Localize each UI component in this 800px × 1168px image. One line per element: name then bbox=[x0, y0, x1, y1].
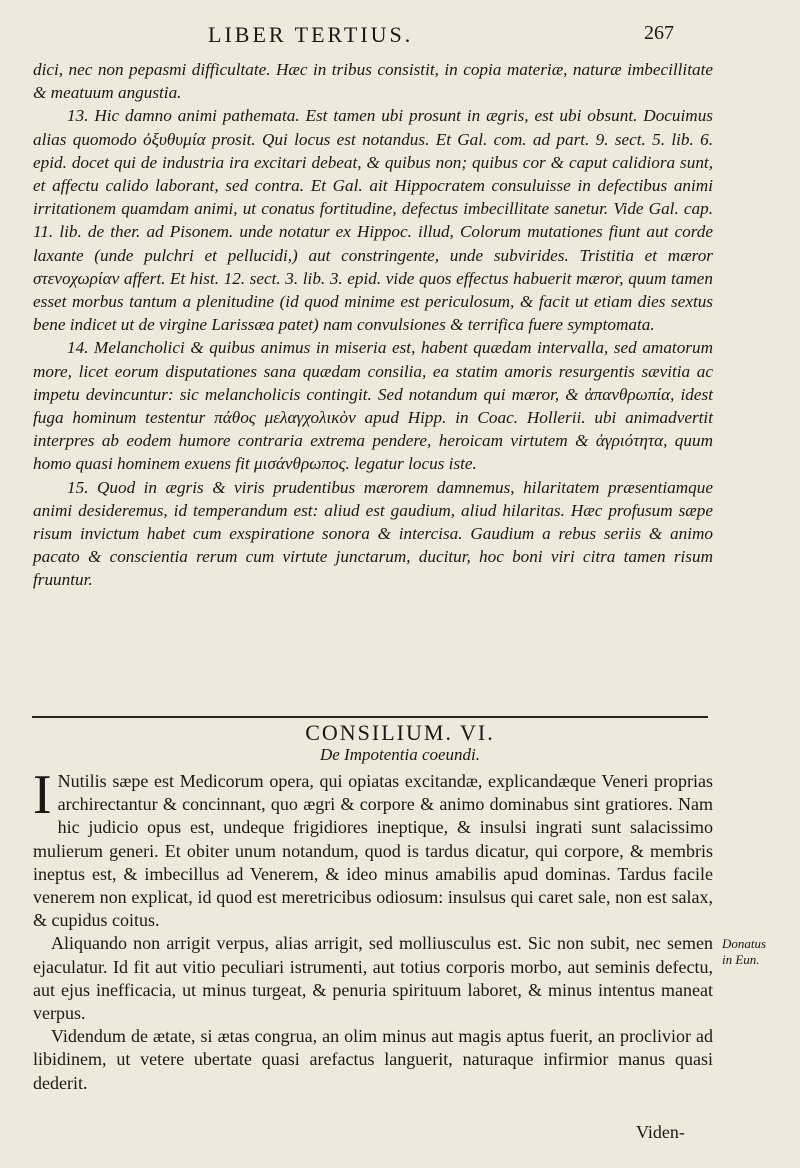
notes-block bbox=[33, 58, 713, 592]
margin-note-line: Donatus bbox=[722, 936, 767, 951]
margin-note-line: in Eun. bbox=[722, 952, 760, 967]
consilium-title: CONSILIUM. VI. bbox=[305, 720, 495, 745]
note-paragraph: 14. Melancholici & quibus animus in miseria est, habent quædam intervalla, sed amatorum more, licet eorum disputationes sana quædam consilia, ea statim amoris resurgentis sævitia ac impetu devincuntur: sic melancholicis contingit. Sed notandum qui mæror, & ἀπανθρωπία, idest fuga hominum testentur πάθος μελαγχολικὸν apud Hipp. in Coac. Hollerii. ubi animadvertit interpres ab eodem humore contraria extrema pendere, heroicam virtutem & ἀγριότητα, quum homo quasi hominem exuens fit μισάνθρωπος. legatur locus iste. bbox=[33, 338, 713, 474]
body-paragraph: Aliquando non arrigit verpus, alias arrigit, sed molliusculus est. Sic non subit, nec semen ejaculatur. Id fit aut vitio peculiari istrumenti, aut totius corporis morbo, aut seminis defectu, aut ejus inefficacia, ut minus turgeat, & penuria spirituum laboret, & minus intentus maneat verpus. bbox=[33, 933, 713, 1024]
consilium-subtitle: De Impotentia coeundi. bbox=[319, 745, 481, 764]
body-paragraph bbox=[33, 764, 713, 932]
running-head bbox=[0, 20, 800, 54]
note-paragraph: dici, nec non pepasmi difficultate. Hæc in tribus consistit, in copia materiæ, naturæ imbecillitate & meatuum angustia. bbox=[33, 60, 713, 103]
catchword: Viden- bbox=[636, 1122, 685, 1142]
first-paragraph-text: Nutilis sæpe est Medicorum opera, qui opiatas excitandæ, explicandæque Veneri proprias archirectantur & concinnant, quo ægri & corpore & animo dominabus sint gratiores. Nam hic judicio opus est, undeque frigidiores ineptique, & insulsi ingrati sunt salacissimo mulierum generi. Et obiter unum notandum, quod is tardus dicatur, qui corpore, & membris ineptus est, & imbecillus ad Venerem, & ideo minus amabilis apud dominas. Tardus facile venerem non explicat, id quod est meretricibus odiosum: insulsus qui caret sale, non est salax, & cupidus coitus. bbox=[33, 771, 713, 931]
consilium-body bbox=[33, 764, 713, 1095]
section-divider bbox=[32, 716, 708, 718]
note-paragraph: 15. Quod in ægris & viris prudentibus mærorem damnemus, hilaritatem præsentiamque animi desideremus, id temperandum est: aliud est gaudium, aliud hilaritas. Hæc profusum sæpe risum invictum habet cum exspiratione sonora & intercisa. Gaudium a rebus seriis & animo pacato & conscientia rerum cum virtute junctarum, ducitur, hoc boni viri citra tamen risum fruuntur. bbox=[33, 477, 713, 590]
running-title: LIBER TERTIUS. bbox=[208, 22, 414, 47]
margin-note bbox=[722, 936, 796, 968]
page-number: 267 bbox=[644, 22, 674, 44]
drop-cap: I bbox=[33, 764, 52, 826]
note-paragraph: 13. Hic damno animi pathemata. Est tamen ubi prosunt in ægris, est ubi obsunt. Docuimus alias quomodo ὀξυθυμία prosit. Qui locus est notandus. Et Gal. com. ad part. 9. sect. 5. lib. 6. epid. docet qui de industria ira excitari debeat, & quibus non; quibus cor & caput calidiora sunt, et affectu calido laborant, sed contra. Et Gal. ait Hippocratem consuluisse in defectibus animi irritationem quamdam animi, ut conatus fortitudine, defectus imbecillitate sanetur. Vide Gal. cap. 11. lib. de ther. ad Pisonem. unde notatur ex Hippoc. illud, Colorum mutationes fiunt aut corde laxante (unde pulchri et pellucidi,) aut constringente, unde subvirides. Tristitia et mæror στενοχωρίαν affert. Et hist. 12. sect. 3. lib. 3. epid. vide quos effectus habuerit mæror, quum tamen esset morbus tantum a plenitudine (id quod minime est periculosum, & facit ut etiam dies sextus bene indicet ut de virgine Larissæa patet) nam convulsiones & terrifica fuere symptomata. bbox=[33, 106, 713, 335]
body-paragraph: Videndum de ætate, si ætas congrua, an olim minus aut magis aptus fuerit, an proclivior ad libidinem, ut vetere ubertate quasi arefactus languerit, naturaque infirmior manus quasi dederit. bbox=[33, 1026, 713, 1093]
